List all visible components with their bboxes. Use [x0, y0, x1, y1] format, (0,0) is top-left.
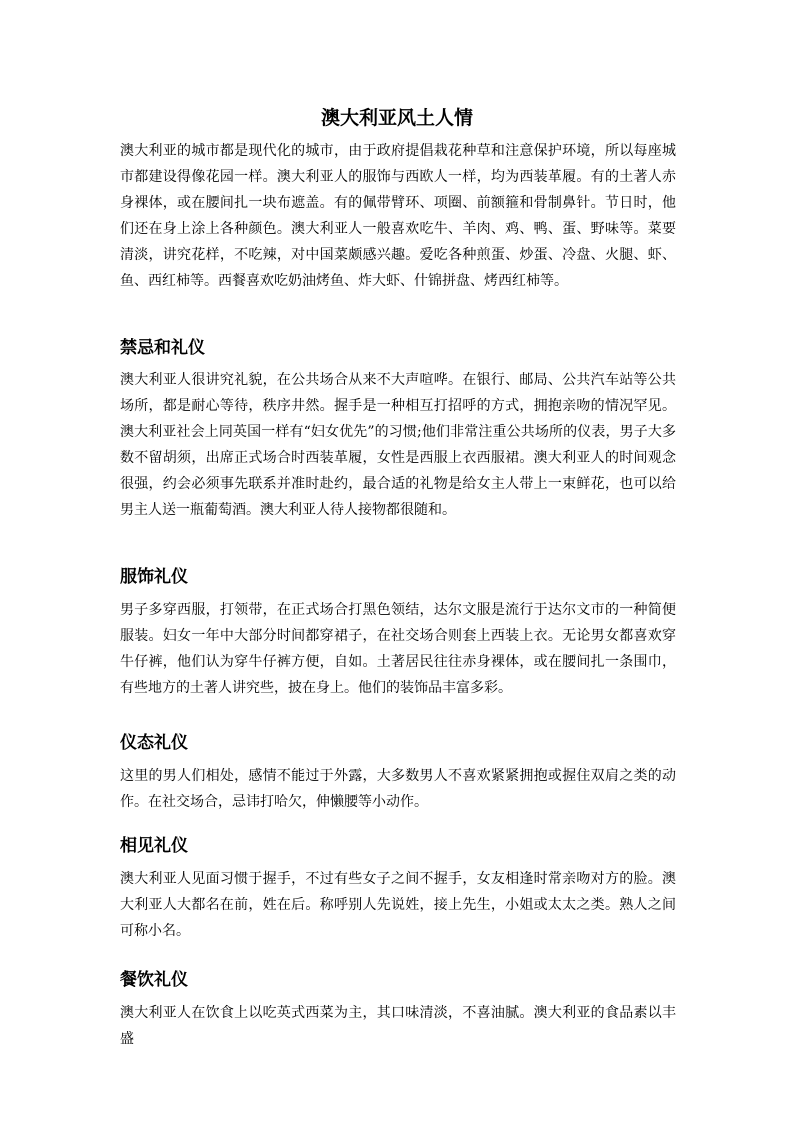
section-heading-attire: 服饰礼仪 [120, 567, 188, 587]
section-heading-demeanor: 仪态礼仪 [120, 733, 188, 753]
section-body-dining: 澳大利亚人在饮食上以吃英式西菜为主，其口味清淡，不喜油腻。澳大利亚的食品素以丰盛 [120, 1005, 676, 1047]
section-heading-greetings: 相见礼仪 [120, 836, 188, 856]
section-heading-taboos: 禁忌和礼仪 [120, 338, 205, 358]
intro-paragraph: 澳大利亚的城市都是现代化的城市，由于政府提倡栽花种草和注意保护环境，所以每座城市都建设得像花园一样。澳大利亚人的服饰与西欧人一样，均为西装革履。有的土著人赤身裸体，或在腰间扎一块布遮盖。有的佩带臂环、项圈、前额箍和骨制鼻针。节日时，他们还在身上涂上各种颜色。澳大利亚人一般喜欢吃牛、羊肉、鸡、鸭、蛋、野味等。菜要清淡，讲究花样，不吃辣，对中国菜颇感兴趣。爱吃各种煎蛋、炒蛋、冷盘、火腿、虾、鱼、西红柿等。西餐喜欢吃奶油烤鱼、炸大虾、什锦拼盘、烤西红柿等。 [120, 143, 676, 289]
section-body-attire: 男子多穿西服，打领带，在正式场合打黑色领结，达尔文服是流行于达尔文市的一种简便服装。妇女一年中大部分时间都穿裙子，在社交场合则套上西装上衣。无论男女都喜欢穿牛仔裤，他们认为穿牛仔裤方便，自如。土著居民往往赤身裸体，或在腰间扎一条围巾，有些地方的土著人讲究些，披在身上。他们的装饰品丰富多彩。 [120, 602, 676, 696]
section-body-demeanor: 这里的男人们相处，感情不能过于外露，大多数男人不喜欢紧紧拥抱或握住双肩之类的动作。在社交场合，忌讳打哈欠，伸懒腰等小动作。 [120, 768, 676, 810]
section-body-taboos: 澳大利亚人很讲究礼貌，在公共场合从来不大声喧哗。在银行、邮局、公共汽车站等公共场所，都是耐心等待，秩序井然。握手是一种相互打招呼的方式，拥抱亲吻的情况罕见。澳大利亚社会上同英国一样有“妇女优先”的习惯;他们非常注重公共场所的仪表，男子大多数不留胡须，出席正式场合时西装革履，女性是西服上衣西服裙。澳大利亚人的时间观念很强，约会必须事先联系并准时赴约，最合适的礼物是给女主人带上一束鲜花，也可以给男主人送一瓶葡萄酒。澳大利亚人待人接物都很随和。 [120, 372, 676, 518]
section-heading-dining: 餐饮礼仪 [120, 970, 188, 990]
section-body-greetings: 澳大利亚人见面习惯于握手，不过有些女子之间不握手，女友相逢时常亲吻对方的脸。澳大利亚人大都名在前，姓在后。称呼别人先说姓，接上先生，小姐或太太之类。熟人之间可称小名。 [120, 871, 676, 939]
document-title: 澳大利亚风土人情 [320, 107, 473, 129]
